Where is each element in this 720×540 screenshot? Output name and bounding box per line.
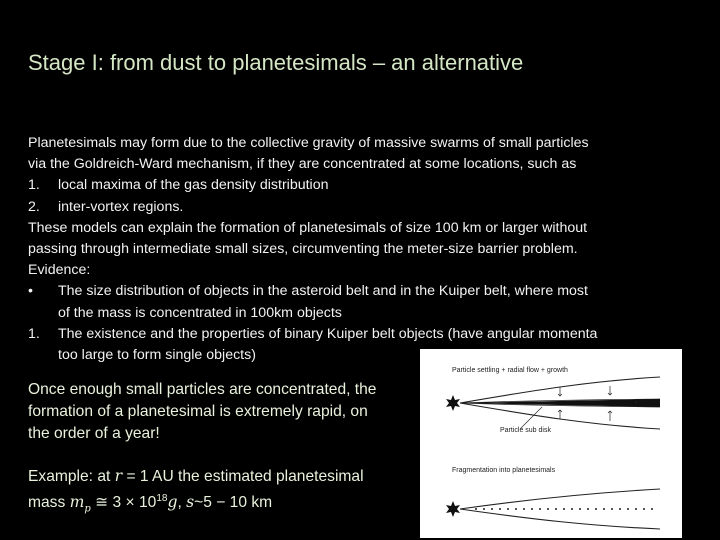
location-item-1: [28, 175, 698, 196]
location-text: inter-vortex regions.: [58, 198, 184, 215]
intro-line-1: Planetesimals may form due to the collective gravity of massive swarms of small particles: [28, 135, 589, 151]
evidence-label: Evidence:: [28, 262, 91, 279]
planetesimal-dots: [475, 508, 653, 510]
mass-word: mass: [28, 494, 70, 512]
list-marker: 1.: [28, 325, 40, 342]
evidence-numbered-text: The existence and the properties of binary Kuiper belt objects (have angular momenta: [58, 325, 598, 342]
rapid-line-1: Once enough small particles are concentrated, the: [28, 381, 377, 398]
list-marker: 2.: [28, 198, 40, 215]
var-s: s: [186, 493, 195, 512]
example-r-eq: = 1 AU the estimated planetesimal: [122, 468, 364, 485]
evidence-numbered: [28, 324, 698, 345]
figure-top-caption: Particle settling + radial flow + growth: [452, 367, 568, 374]
example-text: [28, 465, 428, 520]
slide-title: Stage I: from dust to planetesimals – an alternative: [28, 50, 524, 75]
subdisk-label: Particle sub disk: [500, 427, 551, 434]
star-icon: [446, 395, 460, 411]
comma: ,: [177, 494, 187, 512]
models-line-1: These models can explain the formation of planetesimals of size 100 km or larger without: [28, 219, 588, 236]
frag-upper-edge: [460, 489, 660, 509]
bullet-marker: •: [28, 283, 33, 300]
var-g: g: [167, 493, 178, 512]
example-line-2: [28, 488, 428, 520]
disk-diagram: [420, 349, 682, 538]
rapid-line-3: the order of a year!: [28, 425, 160, 442]
evidence-bullet-text: The size distribution of objects in the asteroid belt and in the Kuiper belt, where most: [58, 283, 588, 300]
example-prefix: Example: at: [28, 468, 115, 485]
planetesimal-figure: [420, 349, 682, 538]
body-text: [28, 133, 698, 366]
particle-dot: [635, 401, 637, 403]
evidence-bullet: [28, 281, 698, 302]
figure-bottom-caption: Fragmentation into planetesimals: [452, 467, 556, 474]
exponent: 18: [156, 493, 168, 504]
evidence-bullet-cont: of the mass is concentrated in 100km objects: [58, 304, 342, 321]
var-r: r: [114, 467, 123, 485]
star-icon: [446, 501, 460, 517]
frag-lower-edge: [460, 509, 660, 529]
intro-line-2: via the Goldreich-Ward mechanism, if they are concentrated at some locations, such as: [28, 156, 577, 173]
evidence-numbered-cont: too large to form single objects): [58, 347, 256, 364]
location-item-2: [28, 197, 698, 218]
rapid-line-2: formation of a planetesimal is extremely rapid, on: [28, 403, 368, 420]
example-line-1: [28, 465, 428, 488]
list-marker: 1.: [28, 177, 40, 194]
var-m: m: [69, 493, 85, 512]
subdisk-pointer: [520, 407, 542, 429]
rapid-formation-text: [28, 379, 418, 445]
approx-value: ≅ 3 × 10: [90, 494, 157, 512]
size-range: ~5 − 10 km: [194, 494, 273, 512]
models-line-2: passing through intermediate small sizes, circumventing the meter-size barrier problem.: [28, 241, 578, 258]
location-text: local maxima of the gas density distribution: [58, 177, 329, 194]
var-m-sub: p: [84, 503, 91, 515]
